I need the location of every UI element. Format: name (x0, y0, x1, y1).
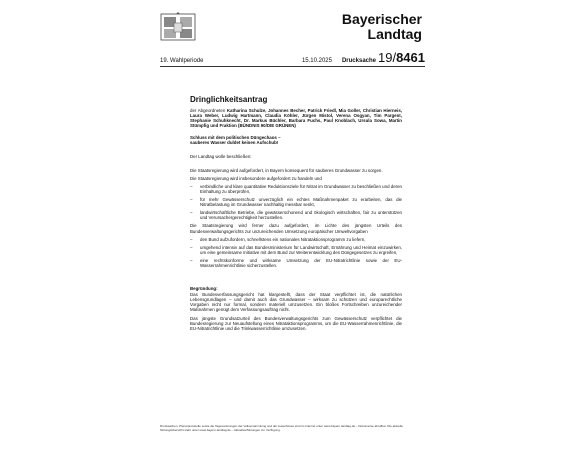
list-item: – eine rechtskonforme und wirksame Umsetzung der EU-Nitratrichtlinie sowie der EU-Wasserrahmenrichtlinie sicherzustellen. (190, 257, 402, 268)
wahlperiode: 19. Wahlperiode (160, 58, 204, 64)
landtag-logo (342, 12, 422, 42)
paragraph-2: Die Staatsregierung wird insbesondere aufgefordert zu handeln und (190, 175, 322, 181)
list-item: – umgehend intensiv auf das Bundesministerium für Landwirtschaft, Ernährung und Heimat einzuwirken, um eine gemeinsame Initiative mit dem Bund zur Weiterentwicklung des Düngegesetzes zu ergreifen, (190, 244, 402, 255)
authors-intro: der Abgeordneten (190, 108, 226, 113)
subject (190, 135, 402, 145)
list-item: – den Bund aufzufordern, schnellstens ein nationales Nitrataktionsprogramm zu liefern, (190, 236, 366, 242)
subject-line-1: Schluss mit dem politischen Düngechaos – (190, 135, 281, 141)
logo-line-2: Landtag (367, 26, 422, 42)
document-body (190, 95, 402, 334)
authors (190, 108, 402, 128)
drucksache-prefix: 19/ (378, 50, 397, 65)
bavarian-coat-of-arms-icon (160, 12, 196, 42)
page-footer: Drucksachen, Plenarprotokolle sowie die Tagesordnungen der Vollversammlung und der Ausschüsse sind im Internet unter www.bayern.landtag.de – Dokumente abrufbar. Die aktuelle Sitzungsübersicht steht unter www.bayern.landtag.de – Aktuelles/Sitzungen zur Verfügung. (160, 424, 403, 432)
resolution-intro: Der Landtag wolle beschließen: (190, 153, 252, 159)
demand-list-2 (190, 237, 402, 268)
logo-line-1: Bayerischer (341, 11, 422, 27)
paragraph-3: Die Staatsregierung wird ferner dazu aufgefordert, im Lichte des jüngsten Urteils des Bundesverwaltungsgerichts zur unzureichenden Umsetzung europäischer Umweltvorgaben (190, 223, 402, 234)
paragraph-1: Die Staatsregierung wird aufgefordert, in Bayern konsequent für sauberes Grundwasser zu sorgen. (190, 167, 383, 173)
drucksache-main-number: 8461 (396, 50, 425, 65)
drucksache-label: Drucksache (341, 58, 376, 64)
drucksache-number (378, 51, 425, 64)
demand-list-1 (190, 184, 402, 221)
document-title: Dringlichkeitsantrag (190, 95, 268, 104)
document-header (160, 50, 425, 67)
list-item: – für mehr Gewässerschutz unverzüglich ein echtes Maßnahmenpaket zu erarbeiten, das die Nitratbelastung im Grundwasser nachhaltig messbar senkt, (190, 197, 402, 208)
list-item: – landwirtschaftliche Betriebe, die gewässerschonend und ökologisch wirtschaften, fair zu unterstützen und Verursachergerechtigkeit herzustellen. (190, 210, 402, 221)
list-item: – verbindliche und klare quantitative Reduktionsziele für Nitrat im Grundwasser zu beschließen und deren Einhaltung zu überprüfen, (190, 183, 402, 194)
document-date: 15.10.2025 (301, 58, 332, 64)
subject-line-2: sauberes Wasser duldet keinen Aufschub! (190, 140, 279, 146)
reason-paragraph-1: Das Bundesverfassungsgericht hat klargestellt, dass der Staat verpflichtet ist, die natürlichen Lebensgrundlagen – und damit auch das Grundwasser – wirksam zu schützen und europarechtliche Vorgaben nicht nur formal, sondern materiell umzusetzen. Ein bloßes Fortschreiben unzureichender Maßnahmen genügt dem Verfassungsauftrag nicht. (190, 292, 402, 313)
reason-heading: Begründung: (190, 286, 218, 292)
authors-names: Katharina Schulze, Johannes Becher, Patrick Friedl, Mia Goller, Christian Hierneis, Laura Weber, Ludwig Hartmann, Claudia Köhler, Jürgen Mistol, Verena Osgyan, Tim Pargent, Stephanie Schuhknecht, Dr. Markus Büchler, Barbara Fuchs, Paul Knoblach, Ursula Sowa, Martin Stümpfig und Fraktion (BÜNDNIS 90/DIE GRÜNEN) (190, 108, 402, 129)
reason-paragraph-2: Das jüngste Grundsatzurteil des Bundesverwaltungsgerichts zum Gewässerschutz verpflichtet die Bundesregierung zur Neuaufstellung eines Nitrataktionsprogramms, um die EU-Wasserrahmenrichtlinie, die EU-Nitratrichtlinie und die Trinkwasserrichtlinie umzusetzen. (190, 315, 402, 331)
